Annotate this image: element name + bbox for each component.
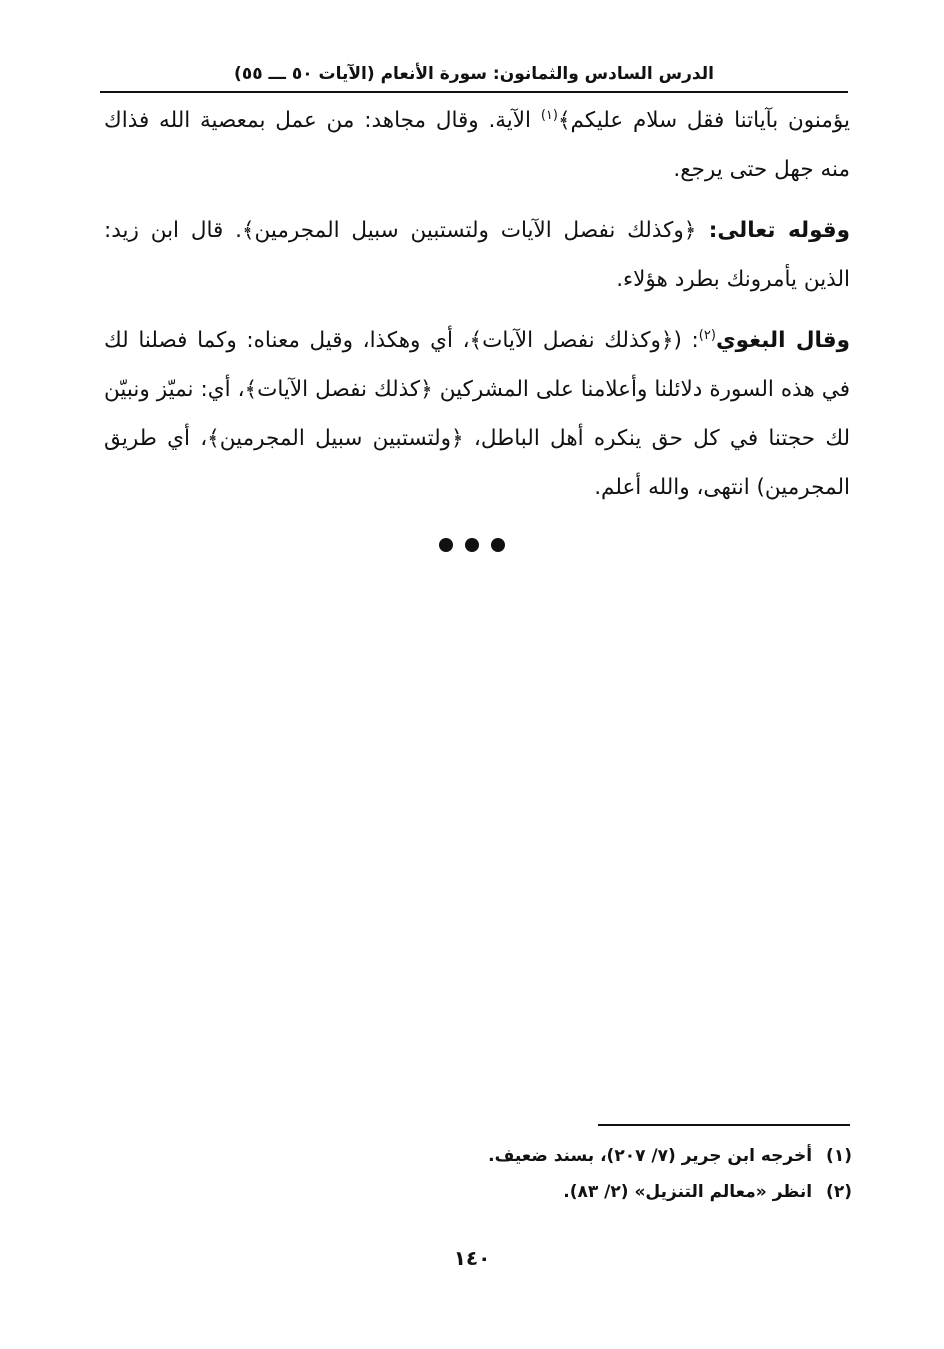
footnote-rule [598, 1124, 850, 1126]
footnote-2-text: انظر «معالم التنزيل» (٢/ ٨٣). [563, 1182, 813, 1202]
paragraph-1-text-b: الآية. وقال مجاهد: من عمل بمعصية الله فذاك منه جهل حتى يرجع. [104, 108, 850, 182]
footnote-2 [100, 1174, 852, 1210]
paragraph-1 [104, 96, 850, 194]
footnote-1-number: (١) [826, 1146, 852, 1166]
paragraph-2-lead: وقوله تعالى: [696, 218, 850, 243]
paragraph-3-lead: وقال البغوي [715, 328, 850, 353]
footnote-1-text: أخرجه ابن جرير (٧/ ٢٠٧)، بسند ضعيف. [488, 1146, 813, 1166]
footnote-ref-2[interactable]: (٢) [698, 327, 716, 343]
body-text [104, 96, 850, 524]
separator-dot [491, 538, 505, 552]
paragraph-3-text: : (﴿وكذلك نفصل الآيات﴾، أي وهكذا، وقيل معناه: وكما فصلنا لك في هذه السورة دلائلنا وأعلامنا على المشركين ﴿كذلك نفصل الآيات﴾، أي: نميّز ونبيّن لك حجتنا في كل حق ينكره أهل الباطل، ﴿ولتستبين سبيل المجرمين﴾، أي طريق المجرمين) انتهى، والله أعلم. [104, 328, 850, 500]
footnote-1 [100, 1138, 852, 1174]
separator-dot [465, 538, 479, 552]
paragraph-2 [104, 206, 850, 304]
paragraph-3 [104, 316, 850, 512]
section-separator [0, 538, 944, 552]
footnotes [100, 1138, 852, 1210]
paragraph-2-text: ﴿وكذلك نفصل الآيات ولتستبين سبيل المجرمين﴾. قال ابن زيد: الذين يأمرونك بطرد هؤلاء. [104, 218, 850, 292]
separator-dot [439, 538, 453, 552]
header-rule [100, 91, 848, 93]
footnote-ref-1[interactable]: (١) [540, 107, 558, 123]
footnote-2-number: (٢) [826, 1182, 852, 1202]
page-number: ١٤٠ [453, 1246, 491, 1270]
paragraph-1-text-a: يؤمنون بآياتنا فقل سلام عليكم﴾ [557, 108, 850, 133]
running-header: الدرس السادس والثمانون: سورة الأنعام (الآيات ٥٠ ـــ ٥٥) [234, 64, 714, 84]
